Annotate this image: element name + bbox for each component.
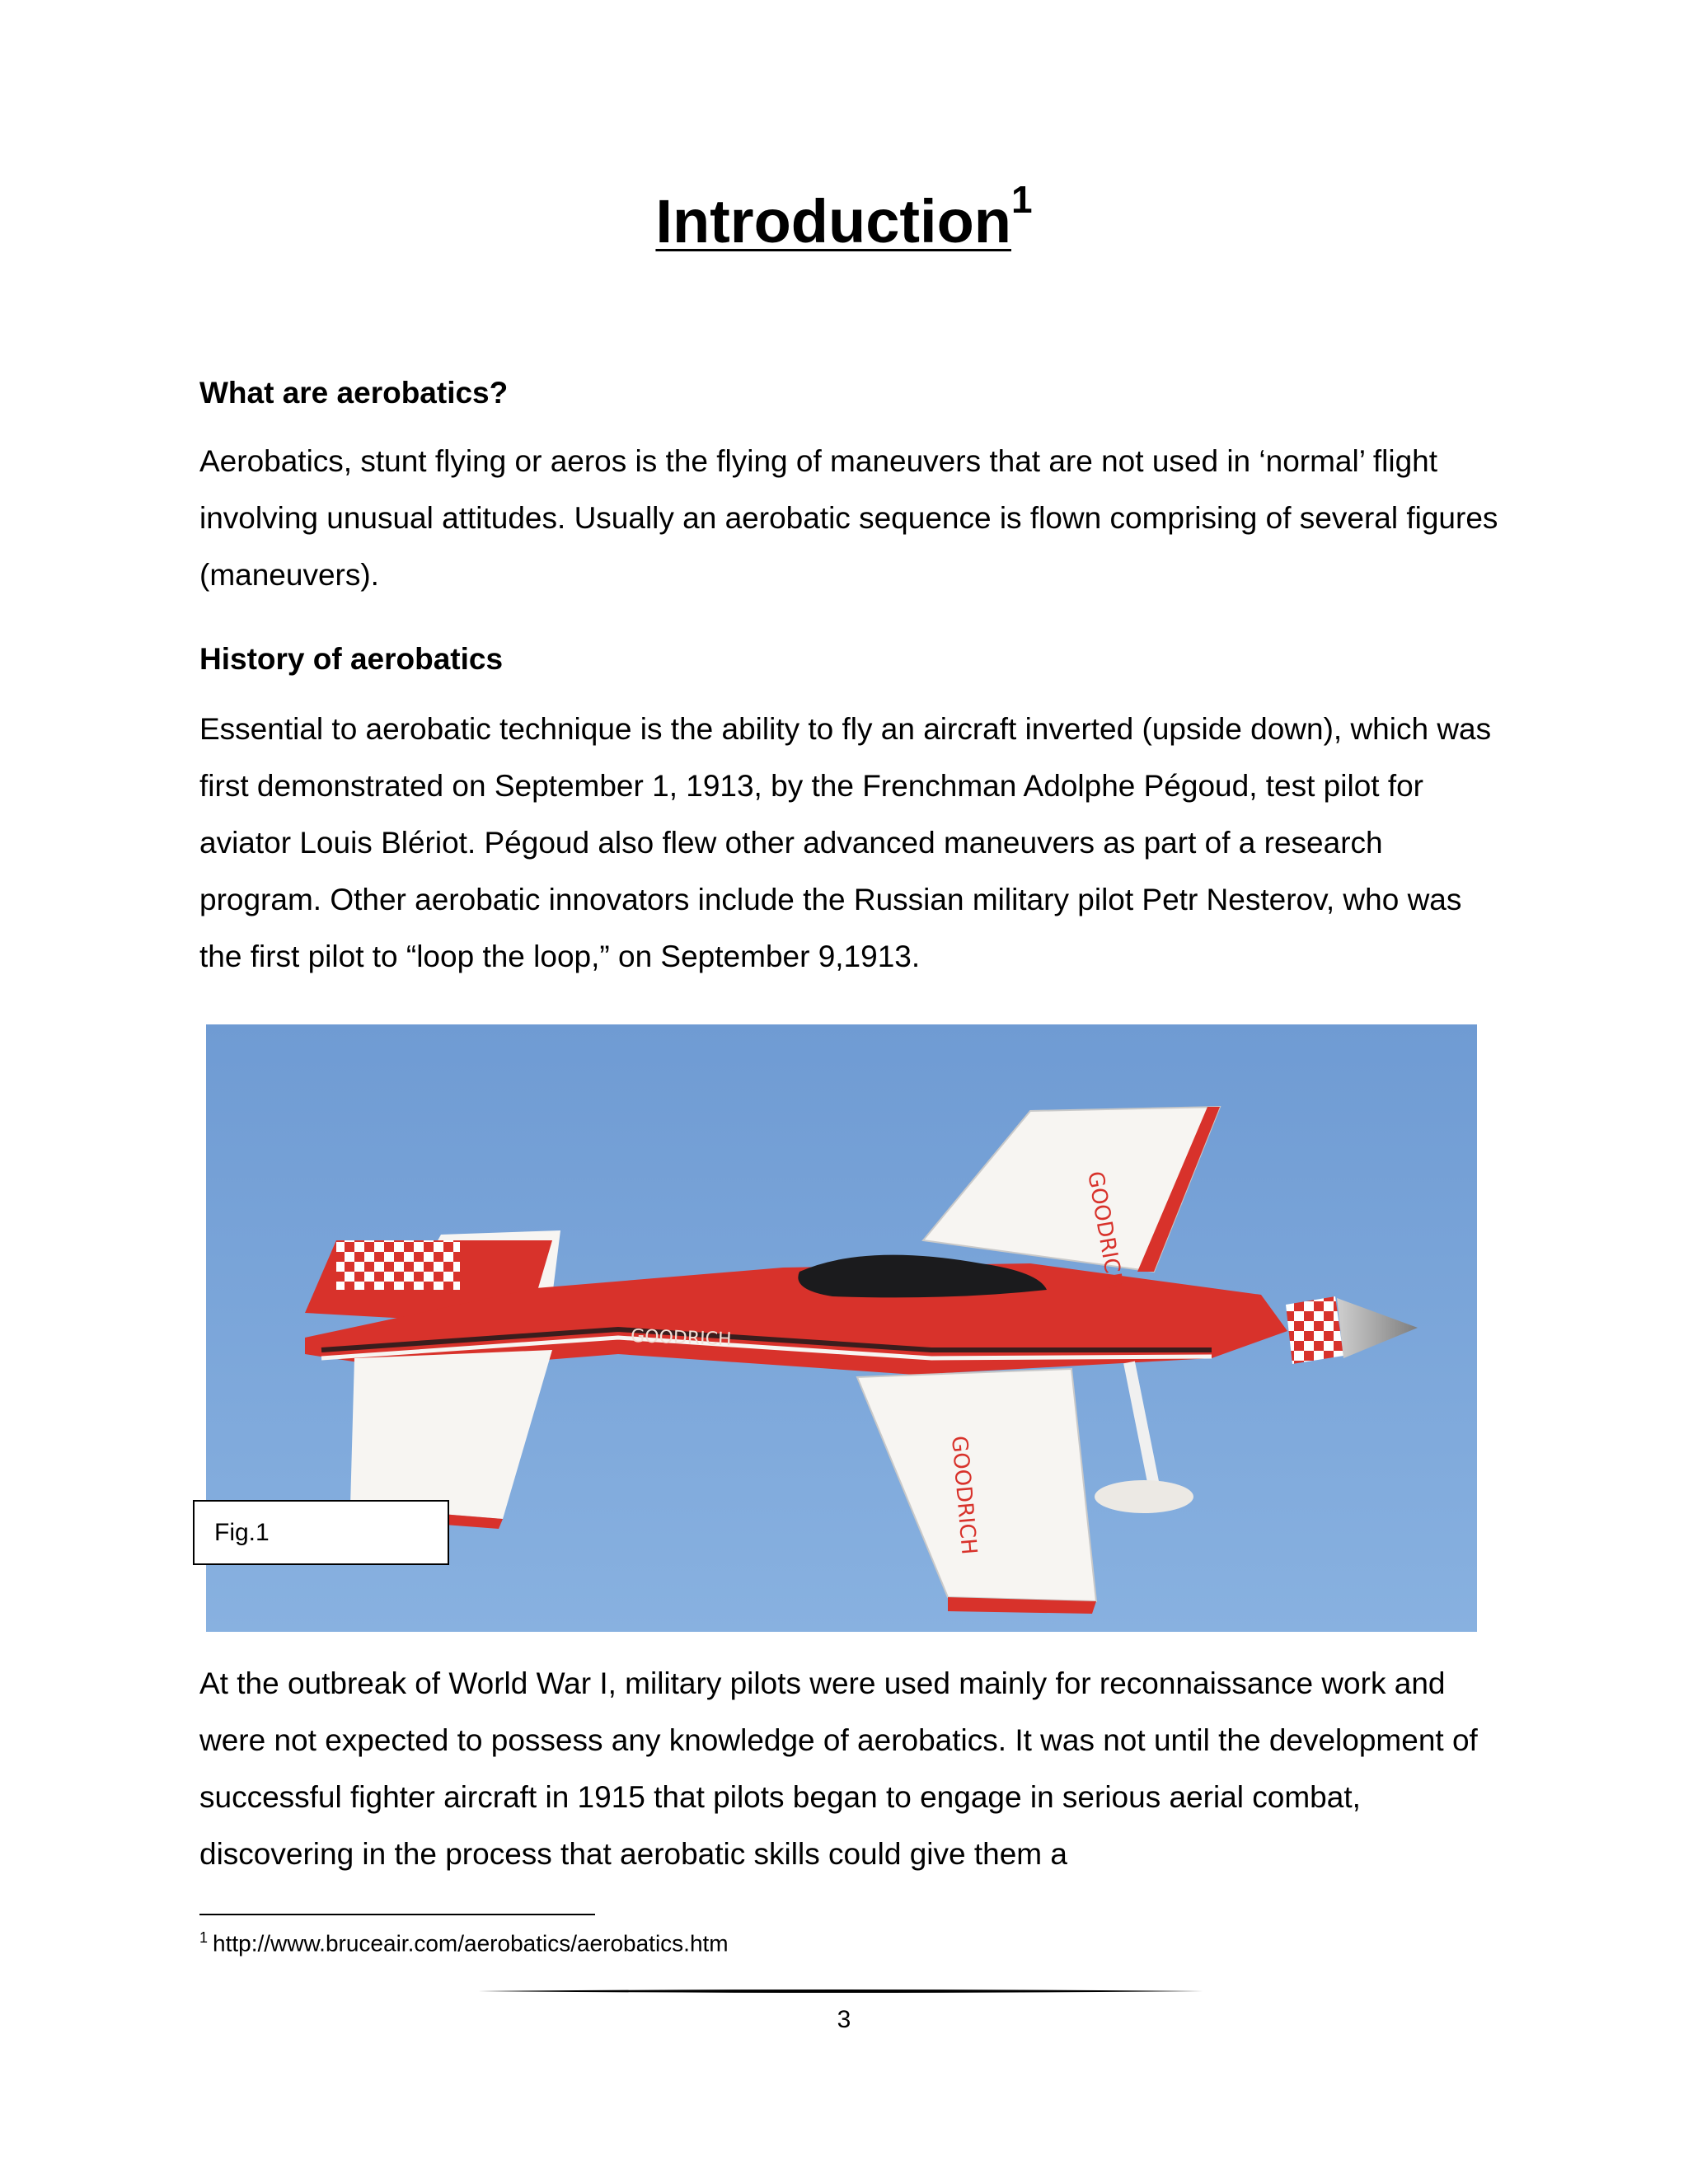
footnote-separator bbox=[199, 1914, 595, 1915]
continuation-paragraph: At the outbreak of World War I, military pilots were used mainly for reconnaissance work and were not expected to possess any knowledge of aerobatics. It was not until the development of successful fighter aircraft in 1915 that pilots began to engage in serious aerial combat, discovering in the process that aerobatic skills could give them a bbox=[199, 1666, 1478, 1871]
livery-lower-wing: GOODRICH bbox=[946, 1434, 982, 1556]
section-body-history: Essential to aerobatic technique is the ability to fly an aircraft inverted (upside down), which was first demonstrated on September 1, 1913, by the Frenchman Adolphe Pégoud, test pilot for aviator Louis Blériot. Pégoud also flew other advanced maneuvers as part of a research program. Other aerobatic innovators include the Russian military pilot Petr Nesterov, who was the first pilot to “loop the loop,” on September 9,1913. bbox=[199, 712, 1492, 973]
title-text: Introduction bbox=[655, 187, 1011, 255]
livery-upper-wing: GOODRICH bbox=[1082, 1169, 1128, 1291]
section-heading-history: History of aerobatics bbox=[199, 642, 504, 676]
section-body-what: Aerobatics, stunt flying or aeros is the flying of maneuvers that are not used in ‘normal’ flight involving unusual attitudes. Usually an aerobatic sequence is flown comprising of several figures (maneuvers). bbox=[199, 444, 1498, 592]
livery-fuselage: GOODRICH bbox=[630, 1326, 732, 1351]
page-title bbox=[0, 178, 1688, 259]
footnote-link[interactable]: http://www.bruceair.com/aerobatics/aerobatics.htm bbox=[213, 1930, 729, 1957]
footnote-number: 1 bbox=[199, 1929, 209, 1946]
section-heading-what: What are aerobatics? bbox=[199, 376, 509, 410]
wheel-pant bbox=[1095, 1480, 1193, 1513]
page-number: 3 bbox=[837, 2006, 851, 2033]
footnote bbox=[199, 1929, 729, 1959]
figure-caption-box: Fig.1 bbox=[193, 1500, 449, 1565]
footer-divider bbox=[478, 1989, 1203, 1994]
title-footnote-ref[interactable]: 1 bbox=[1010, 178, 1033, 222]
